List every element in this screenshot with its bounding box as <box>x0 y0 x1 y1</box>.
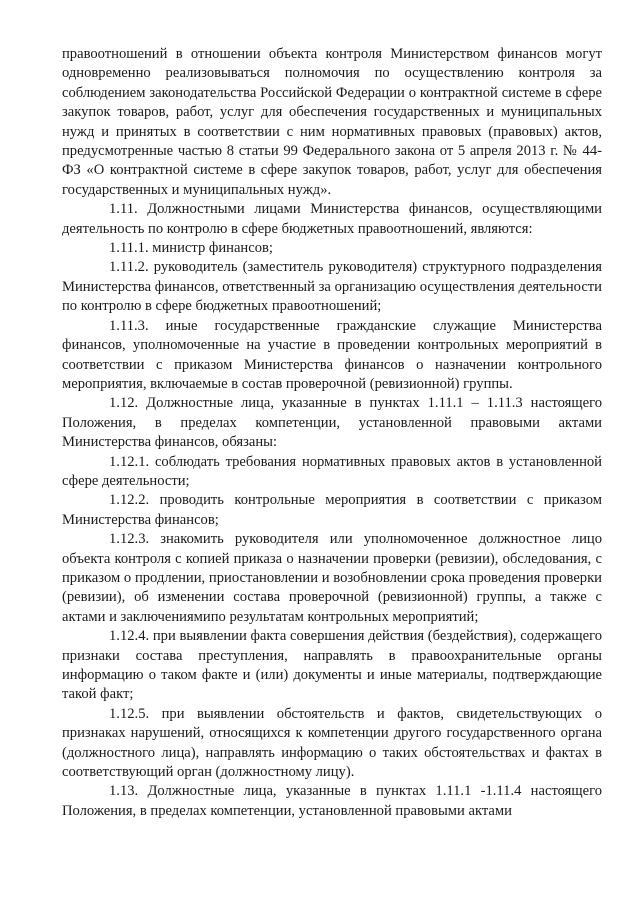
paragraph-1-12-2: 1.12.2. проводить контрольные мероприятия в соответствии с приказом Министерства финансов; <box>62 492 602 528</box>
paragraph-1-12-3: 1.12.3. знакомить руководителя или уполномоченное должностное лицо объекта контроля с копией приказа о назначении проверки (ревизии), обследования, с приказом о продлении, приостановлении и возобновлении срока проведения проверки (ревизии), об изменении состава проверочной (ревизионной) группы, а также с актами и заключениямипо результатам контрольных мероприятий; <box>62 531 602 625</box>
paragraph-continuation: правоотношений в отношении объекта контроля Министерством финансов могут одновременно реализовываться полномочия по осуществлению контроля за соблюдением законодательства Российской Федерации о контрактной системе в сфере закупок товаров, работ, услуг для обеспечения государственных и муниципальных нужд и принятых в соответствии с ним нормативных правовых (правовых) актов, предусмотренные частью 8 статьи 99 Федерального закона от 5 апреля 2013 г. № 44-ФЗ «О контрактной системе в сфере закупок товаров, работ, услуг для обеспечения государственных и муниципальных нужд». <box>62 46 602 198</box>
paragraph-1-11-3: 1.11.3. иные государственные гражданские служащие Министерства финансов, уполномоченные на участие в проведении контрольных мероприятий в соответствии с приказом Министерства финансов о назначении контрольного мероприятия, включаемые в состав проверочной (ревизионной) группы. <box>62 317 602 392</box>
paragraph-1-11-1: 1.11.1. министр финансов; <box>109 240 273 257</box>
paragraph-1-13: 1.13. Должностные лица, указанные в пунктах 1.11.1 -1.11.4 настоящего Положения, в пределах компетенции, установленной правовыми актами <box>62 783 602 819</box>
paragraph-1-12-1: 1.12.1. соблюдать требования нормативных правовых актов в установленной сфере деятельности; <box>62 453 602 489</box>
paragraph-1-12-5: 1.12.5. при выявлении обстоятельств и фактов, свидетельствующих о признаках нарушений, относящихся к компетенции другого государственного органа (должностного лица), направлять информацию о таких обстоятельствах и фактах в соответствующий орган (должностному лицу). <box>62 705 602 781</box>
paragraph-1-12-4: 1.12.4. при выявлении факта совершения действия (бездействия), содержащего признаки состава преступления, направлять в правоохранительные органы информацию о таком факте и (или) документы и иные материалы, подтверждающие такой факт; <box>62 628 602 703</box>
paragraph-1-12: 1.12. Должностные лица, указанные в пунктах 1.11.1 – 1.11.3 настоящего Положения, в пределах компетенции, установленной правовыми актами Министерства финансов, обязаны: <box>62 395 602 451</box>
paragraph-1-11-2: 1.11.2. руководитель (заместитель руководителя) структурного подразделения Министерства финансов, ответственный за организацию осуществления деятельности по контролю в сфере бюджетных правоотношений; <box>62 259 602 315</box>
paragraph-1-11: 1.11. Должностными лицами Министерства финансов, осуществляющими деятельность по контролю в сфере бюджетных правоотношений, являются: <box>62 201 602 237</box>
